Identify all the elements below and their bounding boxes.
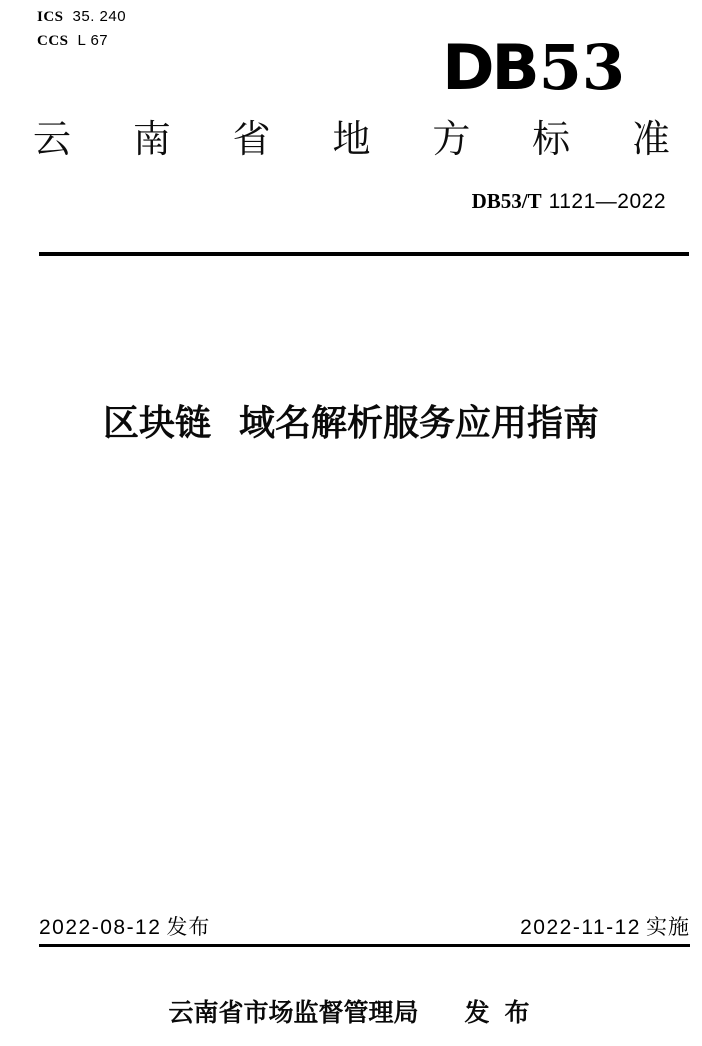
issue-date: 2022-08-12 <box>39 916 162 939</box>
standard-type-char: 南 <box>132 119 171 161</box>
classification-codes <box>37 5 126 53</box>
implementation-date-line <box>520 914 690 942</box>
issue-date-line <box>39 914 210 942</box>
publisher-name: 云南省市场监督管理局 <box>168 999 419 1027</box>
standard-type-char: 云 <box>33 119 72 161</box>
db53-logo-number: 53 <box>538 31 625 104</box>
dates-row <box>39 914 690 942</box>
standard-type-char: 标 <box>532 119 571 161</box>
standard-type-heading <box>33 117 670 163</box>
ccs-line <box>37 29 126 53</box>
issue-date-label: 发布 <box>166 916 211 939</box>
standard-type-char: 省 <box>232 119 271 161</box>
ics-label: ICS <box>37 9 64 25</box>
document-number-value: 1121—2022 <box>548 190 666 213</box>
document-title: 区块链 域名解析服务应用指南 <box>102 402 599 443</box>
implementation-date: 2022-11-12 <box>520 916 641 939</box>
ccs-label: CCS <box>37 33 69 49</box>
document-number <box>472 189 666 214</box>
footer-rule <box>39 944 690 947</box>
publisher-row <box>0 997 702 1029</box>
standard-type-char: 方 <box>432 119 471 161</box>
document-number-prefix: DB53/T <box>471 189 542 213</box>
header-rule <box>39 252 689 256</box>
db53-logo-db-text: DB <box>442 31 537 104</box>
ccs-value: L 67 <box>77 32 109 49</box>
ics-value: 35. 240 <box>72 8 127 25</box>
implementation-date-label: 实施 <box>646 916 690 939</box>
db53-logo <box>442 31 625 104</box>
publish-action-label: 发 布 <box>464 999 534 1027</box>
standard-type-char: 地 <box>332 119 371 161</box>
ics-line <box>37 5 126 29</box>
standard-type-char: 准 <box>631 119 670 161</box>
